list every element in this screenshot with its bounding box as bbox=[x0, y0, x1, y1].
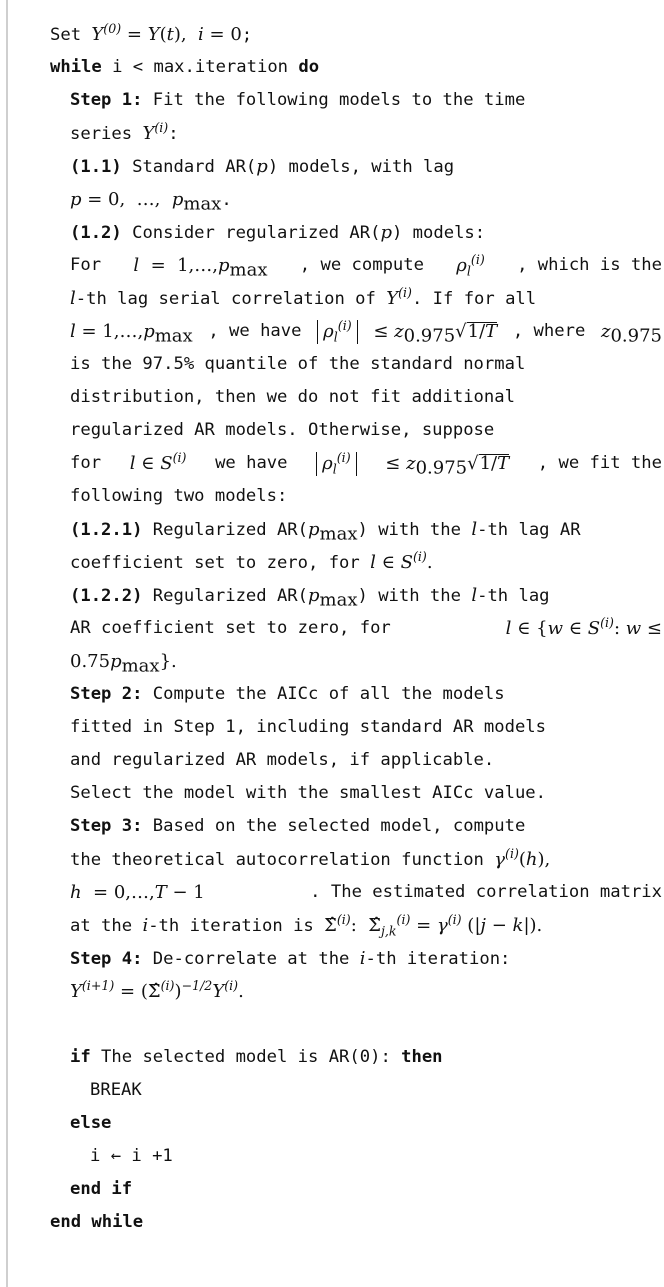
s122-line3: $0.75p_{max}$}. bbox=[70, 651, 177, 677]
s12-line1 bbox=[50, 216, 662, 249]
endwhile-line bbox=[50, 1206, 662, 1239]
s12-text: for bbox=[70, 453, 102, 473]
init-tail: ; bbox=[241, 25, 253, 45]
increment-statement: i ← i +1 bbox=[90, 1146, 173, 1166]
s122-text: Regularized AR( bbox=[142, 586, 309, 606]
l-symbol: l bbox=[471, 585, 478, 606]
set-expression-end: $0.75p_{max}$} bbox=[70, 651, 172, 677]
s121-text: Regularized AR( bbox=[142, 520, 309, 540]
step2-text: Compute the AICc of all the models bbox=[142, 684, 505, 704]
do-keyword: do bbox=[298, 57, 320, 77]
step2-line4 bbox=[50, 777, 662, 810]
step3-line2: the theoretical autocorrelation function $\gamma^{(i)}(h)$, bbox=[70, 846, 551, 870]
s12-line8 bbox=[50, 447, 662, 480]
end-if-keyword: end if bbox=[70, 1179, 133, 1199]
s12-line6 bbox=[50, 381, 662, 414]
init-formula: $Y^{(0)} = Y(t)$, i = 0 bbox=[91, 21, 242, 45]
s12-text: distribution, then we do not fit additional bbox=[70, 387, 515, 407]
l-in-s: l ∈ $S^{(i)}$ bbox=[129, 450, 187, 474]
step1-text: Fit the following models to the time bbox=[142, 90, 526, 110]
s12-text: -th lag serial correlation of bbox=[75, 289, 387, 309]
threshold: ≤ $z_{0.975}√1/T$ bbox=[373, 321, 498, 347]
s121-line2: coefficient set to zero, for l ∈ $S^{(i)}$. bbox=[70, 549, 433, 573]
increment-line bbox=[50, 1140, 662, 1173]
z-symbol: $z_{0.975}$ bbox=[600, 321, 662, 347]
step2-text: and regularized AR models, if applicable. bbox=[70, 750, 495, 770]
if-line bbox=[50, 1041, 662, 1074]
l-range: $l = 1,\dots,p_{max}$ bbox=[133, 255, 268, 281]
s12-text: regularized AR models. Otherwise, suppose bbox=[70, 420, 495, 440]
then-keyword: then bbox=[401, 1047, 443, 1067]
s11-line1 bbox=[50, 150, 662, 183]
step1-text2: series bbox=[70, 124, 143, 144]
step3-text: -th iteration is bbox=[148, 916, 325, 936]
s122-text: AR coefficient set to zero, for bbox=[70, 618, 391, 638]
s11-label: (1.1) bbox=[70, 157, 122, 177]
p-symbol: p bbox=[256, 156, 268, 177]
blank-line bbox=[50, 1008, 662, 1041]
l-symbol: l bbox=[70, 288, 76, 309]
endif-line bbox=[50, 1173, 662, 1206]
s12-text: , we have bbox=[208, 321, 302, 341]
s12-text: Consider regularized AR( bbox=[121, 223, 381, 243]
decorrelate-formula: $Y^{(i+1)}$ = $(\Sigmâ^{(i)})^{-1/2}Y^{(i)}$ bbox=[70, 978, 239, 1002]
abs-rho: $\rho_l^{(i)}$ bbox=[317, 315, 357, 348]
s122-text: ) with the bbox=[357, 586, 472, 606]
abs-rho: $\rho_l^{(i)}$ bbox=[316, 447, 356, 480]
threshold: ≤ $z_{0.975}√1/T$ bbox=[385, 453, 510, 479]
sigma-definition: Σ̂$^{(i)}$: $\Sigmâ_{j,k}^{(i)} = \gamma^{(i)}$ (|j − k|) bbox=[324, 912, 537, 939]
step1-label: Step 1: bbox=[70, 90, 143, 110]
s12-line7 bbox=[50, 414, 662, 447]
step3-text: the theoretical autocorrelation function bbox=[70, 850, 495, 870]
algorithm-block bbox=[50, 18, 662, 1239]
series-symbol: $Y^{(i)}$ bbox=[386, 285, 412, 309]
set-expression: l ∈ {w ∈ $S^{(i)}$: w ≤ bbox=[505, 615, 662, 639]
step3-text: . The estimated correlation matrix bbox=[310, 882, 662, 902]
s12-text: , which is the bbox=[517, 255, 662, 275]
s12-text: following two models: bbox=[70, 486, 288, 506]
step2-text: fitted in Step 1, including standard AR models bbox=[70, 717, 546, 737]
step3-label: Step 3: bbox=[70, 816, 143, 836]
init-line bbox=[50, 18, 662, 51]
step1-line1 bbox=[50, 84, 662, 117]
s12-line9 bbox=[50, 480, 662, 513]
p-symbol: p bbox=[380, 222, 392, 243]
step3-line4: at the i-th iteration is Σ̂$^{(i)}$: $\Sigmâ_{j,k}^{(i)} = \gamma^{(i)}$ (|j − k|). bbox=[70, 912, 543, 939]
series-symbol: $Y^{(i)}$ bbox=[142, 120, 169, 144]
step3-line3 bbox=[50, 876, 662, 909]
step4-text: De-correlate at the bbox=[142, 949, 360, 969]
break-statement: BREAK bbox=[90, 1080, 142, 1100]
step4-text: -th iteration: bbox=[365, 949, 511, 969]
s12-line5 bbox=[50, 348, 662, 381]
s11-line2 bbox=[50, 183, 662, 216]
s12-line3 bbox=[50, 282, 662, 315]
s12-text: , where bbox=[512, 321, 586, 341]
s12-text: is the 97.5% quantile of the standard normal bbox=[70, 354, 526, 374]
i-symbol: i bbox=[359, 948, 366, 969]
l-in-s: l ∈ $S^{(i)}$ bbox=[370, 549, 427, 573]
s121-text: -th lag AR bbox=[477, 520, 581, 540]
s11-tail: ) models, with lag bbox=[267, 157, 455, 177]
step1-tail: : bbox=[168, 124, 179, 144]
rho-symbol: $\rho_l^{(i)}$ bbox=[456, 252, 485, 279]
step4-line1 bbox=[50, 942, 662, 975]
s11-text: Standard AR( bbox=[121, 157, 257, 177]
while-condition: i < max.iteration bbox=[101, 57, 299, 77]
step2-line1 bbox=[50, 678, 662, 711]
s121-text: coefficient set to zero, for bbox=[70, 553, 371, 573]
s12-tail: ) models: bbox=[391, 223, 486, 243]
s12-text: we have bbox=[215, 453, 288, 473]
s12-text: , we fit the bbox=[537, 453, 662, 473]
pmax-symbol: $p_{max}$ bbox=[308, 519, 358, 545]
s122-line1 bbox=[50, 579, 662, 612]
s12-text: . If for all bbox=[411, 289, 537, 309]
s12-label: (1.2) bbox=[70, 223, 122, 243]
h-range: h = 0,…,T − 1 bbox=[70, 882, 205, 903]
l-symbol: l bbox=[471, 519, 478, 540]
while-line bbox=[50, 51, 662, 84]
pmax-symbol: $p_{max}$ bbox=[308, 585, 358, 611]
end-while-keyword: end while bbox=[50, 1212, 144, 1232]
step2-line2 bbox=[50, 711, 662, 744]
else-line bbox=[50, 1107, 662, 1140]
l-range: $l = 1,\dots,p_{max}$ bbox=[70, 321, 193, 347]
step4-line2: $Y^{(i+1)}$ = $(\Sigmâ^{(i)})^{-1/2}Y^{(i)}$. bbox=[70, 978, 244, 1002]
break-line bbox=[50, 1074, 662, 1107]
step2-line3 bbox=[50, 744, 662, 777]
s121-label: (1.2.1) bbox=[70, 520, 143, 540]
step4-label: Step 4: bbox=[70, 949, 143, 969]
s121-line1 bbox=[50, 513, 662, 546]
gamma-symbol: $\gamma^{(i)}(h)$ bbox=[494, 846, 545, 870]
step3-text: Based on the selected model, compute bbox=[142, 816, 526, 836]
s122-line2 bbox=[50, 612, 662, 645]
lag-range-tail: . bbox=[221, 190, 232, 210]
else-keyword: else bbox=[70, 1113, 112, 1133]
s12-line2 bbox=[50, 249, 662, 282]
s122-text: -th lag bbox=[477, 586, 550, 606]
s12-line4 bbox=[50, 315, 662, 348]
s121-text: ) with the bbox=[357, 520, 472, 540]
lag-range: p = 0, …, $p_{max}$ bbox=[70, 189, 222, 215]
step2-text: Select the model with the smallest AICc value. bbox=[70, 783, 546, 803]
step2-label: Step 2: bbox=[70, 684, 143, 704]
init-prefix: Set bbox=[50, 25, 92, 45]
s12-text: , we compute bbox=[299, 255, 424, 275]
while-keyword: while bbox=[50, 57, 102, 77]
step3-line1 bbox=[50, 810, 662, 843]
step3-text: at the bbox=[70, 916, 143, 936]
if-condition: The selected model is AR(0): bbox=[90, 1047, 402, 1067]
if-keyword: if bbox=[70, 1047, 91, 1067]
i-symbol: i bbox=[142, 915, 149, 936]
s12-text: For bbox=[70, 255, 102, 275]
left-border-rule bbox=[6, 0, 8, 1287]
s122-label: (1.2.2) bbox=[70, 586, 143, 606]
step1-line2 bbox=[50, 117, 662, 150]
